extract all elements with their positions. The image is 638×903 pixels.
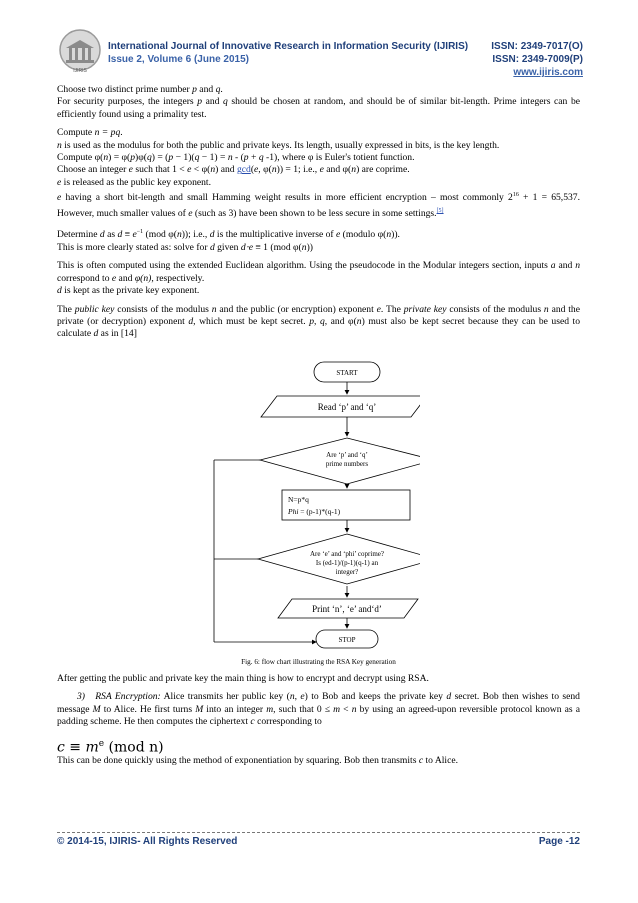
journal-info <box>108 40 488 66</box>
start-label: START <box>336 369 358 377</box>
issn-info <box>491 40 583 79</box>
paragraph-modulus: Compute n = pq. n is used as the modulus for both the public and private keys. Its length, usually expressed in bits, is the key length. Compute φ(n) = φ(p)φ(q) = (p − 1)(q − 1) = n - (p + q -1), where φ is Euler's totient function. Choose an integer e such that 1 < e < φ(n) and gcd(e, φ(n)) = 1; i.e., e and φ(n) are coprime. e is released as the public key exponent. e having a short bit-length and small Hamming weight results in more efficient encryption – most commonly $2^{16} + 1 = 65,537$. However, much smaller values of e (such as 3) have been shown to be less secure in some settings.[5] <box>57 127 580 220</box>
paragraph-rsa-encryption: 3) RSA Encryption: Alice transmits her public key (n, e) to Bob and keeps the private key d secret. Bob then wishes to send message M to Alice. He first turns M into an integer m, such that 0 ≤ m < n by using an agreed-upon reversible protocol known as a padding scheme. He then computes the ciphertext c corresponding to <box>57 691 580 728</box>
journal-title: International Journal of Innovative Research in Information Security (IJIRIS) <box>108 41 469 52</box>
paragraph-after-keys: After getting the public and private key the main thing is how to encrypt and decrypt using RSA. <box>57 673 429 684</box>
footer-divider <box>57 832 580 833</box>
paragraph-exponentiation: This can be done quickly using the method of exponentiation by squaring. Bob then transmits c to Alice. <box>57 754 459 766</box>
compute-phi-label: Phi = (p-1)*(q-1) <box>288 507 341 516</box>
svg-text:IJIRIS: IJIRIS <box>73 68 87 74</box>
read-label: Read ‘p’ and ‘q’ <box>317 402 377 412</box>
issn-print: ISSN: 2349-7009(P) <box>492 54 583 65</box>
coprime-label-1: Are ‘e’ and ‘phi’ coprime? <box>310 550 384 558</box>
reference-link-5[interactable]: [5] <box>436 207 444 214</box>
paragraph-keys: The public key consists of the modulus n and the public (or encryption) exponent e. The private key consists of the modulus n and the private (or decryption) exponent d, which must be kept secret. p, q, and φ(n) must also be kept secret because they can be used to calculate d as in [14] <box>57 303 581 340</box>
footer-copyright: © 2014-15, IJIRIS- All Rights Reserved <box>57 836 238 847</box>
journal-logo <box>54 28 106 76</box>
page-number: Page -12 <box>538 836 580 847</box>
section-heading: RSA Encryption: <box>95 691 161 703</box>
prime-label-1: Are ‘p’ and ‘q’ <box>326 451 368 459</box>
print-label: Print ‘n’, ‘e’ and‘d’ <box>312 604 382 614</box>
paragraph-primes: Choose two distinct prime number p and q. For security purposes, the integers p and q should be chosen at random, and should be of similar bit-length. Prime integers can be efficiently found using a primality test. <box>57 84 580 120</box>
paragraph-euclidean: This is often computed using the extended Euclidean algorithm. Using the pseudocode in the Modular integers section, inputs a and n correspond to e and φ(n), respectively. d is kept as the private key exponent. <box>57 260 580 297</box>
prime-label-2: prime numbers <box>325 460 369 468</box>
gcd-link[interactable]: gcd <box>236 164 251 176</box>
page-header <box>0 0 638 90</box>
paragraph-private-exponent: Determine d as $d \equiv e^{-1}$ (mod φ(n)); i.e., d is the multiplicative inverse of e (modulo φ(n)). This is more clearly stated as: solve for d given d⋅e ≡ 1 (mod φ(n)) <box>57 229 400 254</box>
coprime-label-2: Is (ed-1)/(p-1)(q-1) an <box>315 559 379 567</box>
article-body <box>57 84 580 347</box>
issn-online: ISSN: 2349-7017(O) <box>491 41 583 52</box>
article-body-continued <box>57 673 580 773</box>
website-link[interactable]: www.ijiris.com <box>513 67 583 78</box>
stop-label: STOP <box>338 636 356 644</box>
coprime-label-3: integer? <box>335 568 359 576</box>
journal-issue: Issue 2, Volume 6 (June 2015) <box>108 54 249 65</box>
compute-n-label: N=p*q <box>288 495 309 504</box>
rsa-flowchart <box>200 360 420 660</box>
figure-caption: Fig. 6: flow chart illustrating the RSA Key generation <box>241 658 396 666</box>
encryption-formula: $c \equiv m^e$ (mod n) <box>57 738 164 756</box>
